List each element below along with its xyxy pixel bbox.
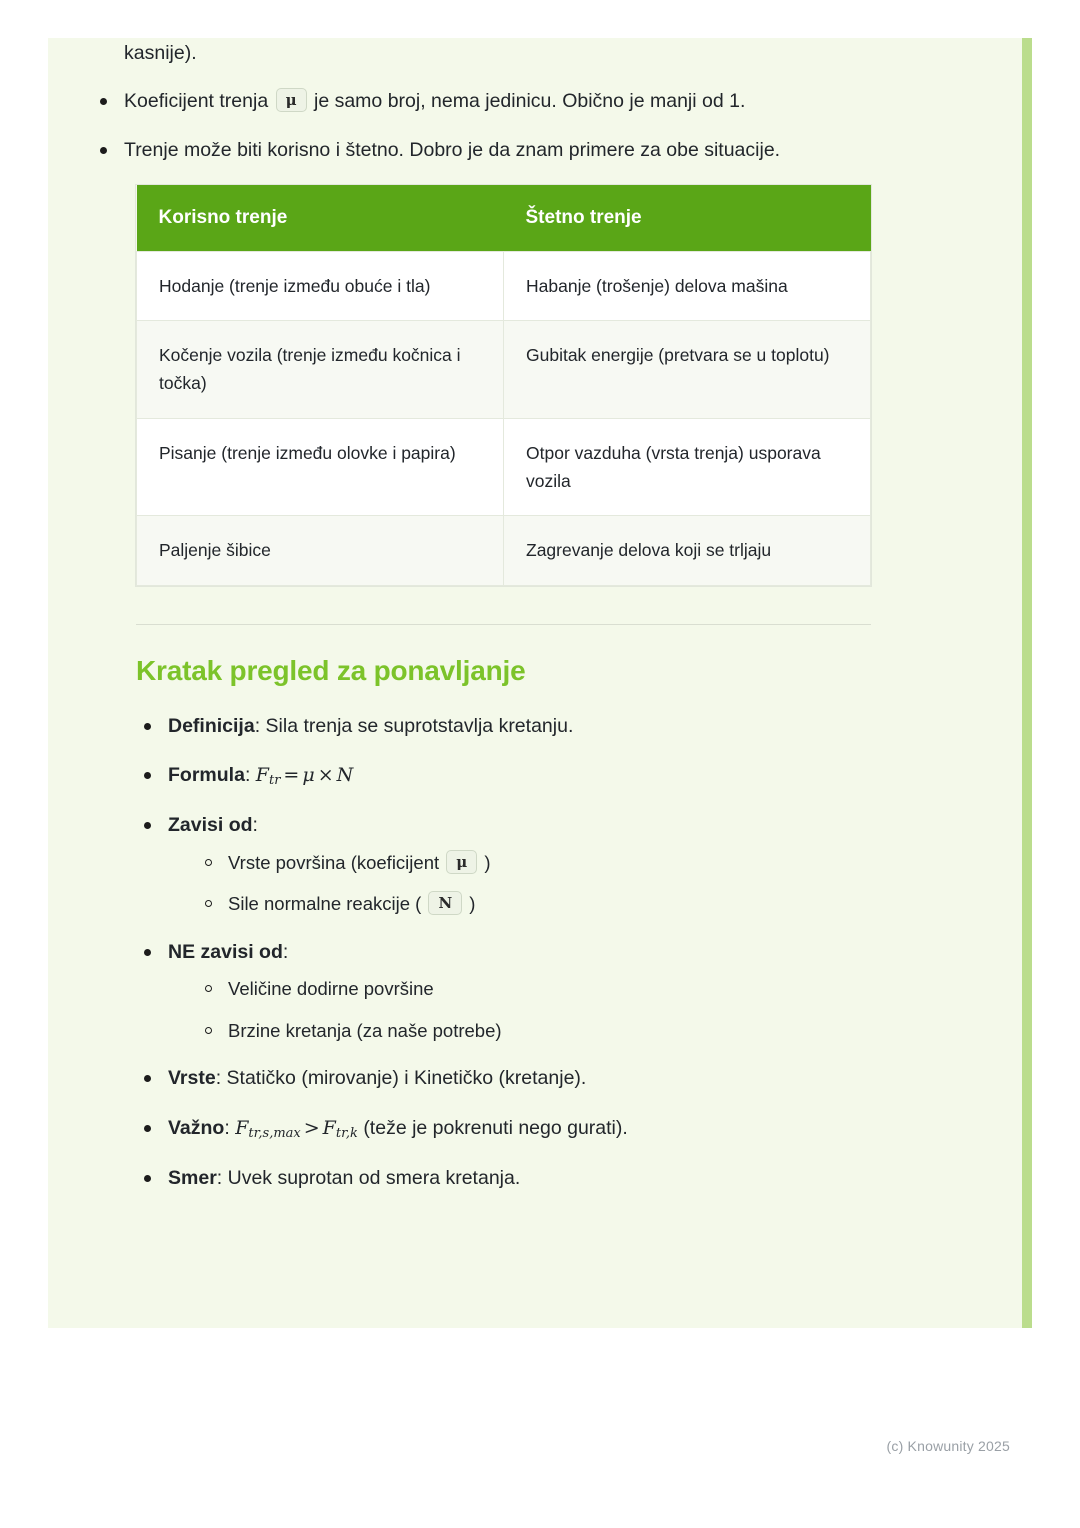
smer-label: Smer <box>168 1166 217 1189</box>
sub-text-pre: Vrste površina (koeficijent <box>228 851 445 873</box>
ne-zavisi-colon: : <box>282 940 289 963</box>
list-item <box>136 937 882 1046</box>
table-body <box>137 251 871 585</box>
formula-f: F <box>255 764 269 787</box>
top-bullet-list <box>92 86 882 167</box>
zavisi-label: Zavisi od <box>168 813 253 836</box>
list-item <box>196 889 882 919</box>
intro-fragment: kasnije). <box>124 42 197 64</box>
table-header-stetno: Štetno trenje <box>504 185 871 252</box>
formula-times: × <box>317 764 334 787</box>
summary-list <box>136 711 882 1194</box>
list-item: Brzine kretanja (za naše potrebe) <box>196 1016 882 1046</box>
list-item <box>136 1113 882 1145</box>
mu-chip: μ <box>276 88 307 112</box>
vazno-label: Važno <box>168 1117 225 1140</box>
table-header-row <box>137 185 871 252</box>
bullet-text-post: je samo broj, nema jedinicu. Obično je manji od 1. <box>308 89 746 112</box>
summary-block <box>136 711 882 1194</box>
table-cell: Gubitak energije (pretvara se u toplotu) <box>504 321 871 419</box>
vrste-text: : Statičko (mirovanje) i Kinetičko (kretanje). <box>215 1067 587 1090</box>
table-row <box>137 251 871 320</box>
vazno-expression <box>235 1117 358 1142</box>
list-item <box>136 810 882 919</box>
bullet-text-pre: Koeficijent trenja <box>124 89 274 112</box>
vazno-f2-sub: tr,k <box>335 1126 358 1142</box>
mu-chip: μ <box>446 850 477 874</box>
table-cell: Hodanje (trenje između obuće i tla) <box>137 251 504 320</box>
table-cell: Zagrevanje delova koji se trljaju <box>504 516 871 585</box>
table-cell: Pisanje (trenje između olovke i papira) <box>137 418 504 516</box>
copyright-footer: (c) Knowunity 2025 <box>886 1438 1010 1454</box>
definicija-text: : Sila trenja se suprotstavlja kretanju. <box>254 714 574 737</box>
table-header-korisno: Korisno trenje <box>137 185 504 252</box>
ne-zavisi-sublist <box>196 974 882 1045</box>
list-item <box>136 1163 882 1195</box>
table-cell: Kočenje vozila (trenje između kočnica i točka) <box>137 321 504 419</box>
comparison-table <box>136 185 871 586</box>
table-cell: Paljenje šibice <box>137 516 504 585</box>
n-chip: N <box>428 891 462 915</box>
table-cell: Habanje (trošenje) delova mašina <box>504 251 871 320</box>
vazno-f2: F <box>322 1117 336 1140</box>
definicija-label: Definicija <box>168 714 255 737</box>
vazno-f1-sub: tr,s,max <box>248 1126 301 1142</box>
document-content <box>92 38 882 1212</box>
table-row <box>137 516 871 585</box>
formula-f-sub: tr <box>268 773 281 789</box>
vazno-tail: (teže je pokrenuti nego gurati). <box>363 1117 628 1140</box>
smer-text: : Uvek suprotan od smera kretanja. <box>216 1166 521 1189</box>
vrste-label: Vrste <box>168 1067 216 1090</box>
table-head <box>137 185 871 252</box>
section-divider <box>136 624 871 625</box>
formula-expression <box>255 764 354 789</box>
sub-text-post: ) <box>479 851 491 873</box>
list-item <box>92 135 882 167</box>
ne-zavisi-label: NE zavisi od <box>168 940 283 963</box>
formula-label: Formula <box>168 764 245 787</box>
vazno-gt: > <box>303 1117 320 1140</box>
page-accent-bar <box>1022 38 1032 1328</box>
table-cell: Otpor vazduha (vrsta trenja) usporava vozila <box>504 418 871 516</box>
list-item <box>196 848 882 878</box>
list-item: Veličine dodirne površine <box>196 974 882 1004</box>
formula-colon: : <box>244 764 251 787</box>
formula-mu: μ <box>302 764 315 787</box>
sub-text-post: ) <box>464 893 476 915</box>
zavisi-sublist <box>196 848 882 919</box>
zavisi-colon: : <box>252 813 258 836</box>
document-page <box>48 38 1032 1328</box>
vazno-colon: : <box>224 1117 230 1140</box>
list-item <box>92 86 882 118</box>
list-item <box>136 760 882 792</box>
section-heading: Kratak pregled za ponavljanje <box>136 654 526 686</box>
formula-n: N <box>336 764 354 787</box>
list-item <box>136 711 882 743</box>
table-row <box>137 418 871 516</box>
list-item <box>136 1063 882 1095</box>
bullet-text: Trenje može biti korisno i štetno. Dobro je da znam primere za obe situacije. <box>124 139 781 162</box>
sub-text-pre: Sile normalne reakcije ( <box>228 893 427 915</box>
formula-equals: = <box>283 764 300 787</box>
vazno-f1: F <box>235 1117 249 1140</box>
table-row <box>137 321 871 419</box>
